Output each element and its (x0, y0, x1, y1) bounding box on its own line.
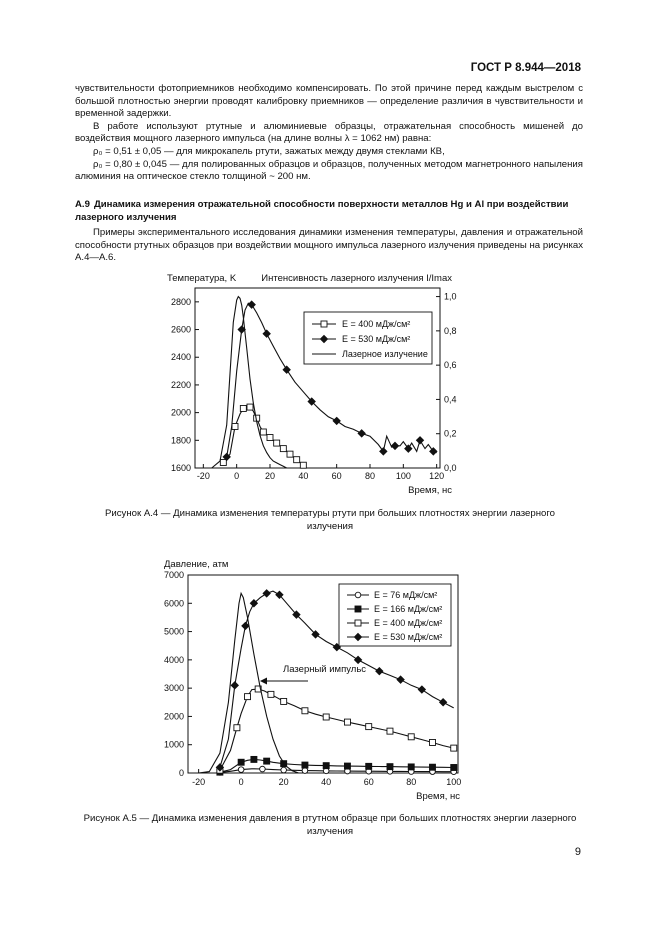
y-right-tick-label: 0,8 (444, 325, 457, 336)
series-line (199, 593, 299, 773)
legend-marker (355, 606, 361, 612)
x-tick-label: 100 (395, 471, 411, 481)
figure-a5-pressure-chart (150, 555, 480, 810)
data-point (232, 423, 238, 429)
data-point (280, 446, 286, 452)
y-tick-label: 4000 (163, 654, 184, 665)
data-point (418, 686, 426, 694)
annotation-arrowhead (260, 678, 267, 685)
y-left-tick-label: 1800 (170, 435, 191, 446)
data-point (263, 330, 271, 338)
section-title: Динамика измерения отражательной способности поверхности металлов Hg и Al при воздействии лазерного излучения (75, 199, 569, 223)
x-axis-label: Время, нс (416, 791, 460, 802)
figure-a5-caption: Рисунок А.5 — Динамика изменения давления в ртутном образце при больших плотностях энергии лазерного излучения (83, 813, 577, 837)
paragraph-2: В работе используют ртутные и алюминиевые образцы, отражательная способность мишеней до воздействия мощного лазерного импульса (на длине волны λ = 1062 нм) равна: (75, 120, 583, 145)
x-tick-label: 60 (331, 471, 342, 481)
y-right-tick-label: 0,0 (444, 463, 457, 473)
annotation-laser-pulse: Лазерный импульс (283, 664, 367, 675)
paragraph-5: Примеры экспериментального исследования динамики изменения температуры, давления и отражательной способности ртутных образцов при воздействии мощного импульса лазерного излучения приведены на рисунках А.4—А.6. (75, 227, 583, 264)
data-point (263, 590, 271, 598)
data-point (430, 448, 438, 456)
data-point (366, 763, 372, 769)
document-code: ГОСТ Р 8.944—2018 (470, 62, 581, 74)
y-left-tick-label: 2200 (170, 379, 191, 390)
data-point (333, 417, 341, 425)
y-tick-label: 2000 (163, 711, 184, 722)
legend-marker (321, 321, 327, 327)
page-number: 9 (574, 846, 581, 858)
data-point (302, 762, 308, 768)
data-point (408, 764, 414, 770)
y-right-tick-label: 1,0 (444, 291, 457, 302)
data-point (248, 301, 256, 309)
legend-marker (355, 592, 361, 598)
y-tick-label: 6000 (163, 598, 184, 609)
data-point (294, 457, 300, 463)
data-point (376, 667, 384, 675)
legend-label: E = 530 мДж/см² (374, 632, 443, 642)
x-tick-label: 100 (446, 777, 462, 787)
body-text-block-2 (75, 227, 583, 265)
data-point (451, 745, 457, 751)
data-point (231, 682, 239, 690)
data-point (380, 448, 388, 456)
data-point (240, 405, 246, 411)
y-tick-label: 7000 (163, 570, 184, 580)
data-point (405, 445, 413, 453)
legend-label: E = 400 мДж/см² (342, 319, 411, 329)
y-tick-label: 1000 (163, 739, 184, 750)
data-point (439, 698, 447, 706)
x-tick-label: 60 (363, 777, 374, 787)
data-point (287, 451, 293, 457)
y-right-axis-label: Интенсивность лазерного излучения I/Imax (261, 273, 452, 284)
data-point (408, 734, 414, 740)
data-point (358, 430, 366, 438)
data-point (416, 437, 424, 445)
x-tick-label: 0 (234, 471, 240, 481)
x-tick-label: 40 (321, 777, 332, 787)
paragraph-4: ρ₀ = 0,80 ± 0,045 — для полированных образцов и образцов, полученных методом магнетронного напыления алюминия на оптическое стекло толщиной ~ 200 нм. (75, 158, 583, 183)
legend-label: E = 530 мДж/см² (342, 334, 411, 344)
data-point (238, 767, 244, 773)
x-tick-label: 40 (298, 471, 309, 481)
body-text-block (75, 83, 583, 184)
y-left-axis-label: Температура, K (167, 273, 237, 284)
y-left-tick-label: 1600 (170, 463, 191, 473)
y-tick-label: 0 (178, 768, 184, 778)
y-right-tick-label: 0,6 (444, 360, 457, 371)
data-point (397, 676, 405, 684)
data-point (281, 698, 287, 704)
data-point (247, 404, 253, 410)
section-heading (75, 199, 583, 224)
data-point (300, 462, 306, 468)
data-point (429, 764, 435, 770)
data-point (387, 764, 393, 770)
data-point (281, 767, 287, 773)
data-point (451, 764, 457, 770)
data-point (302, 768, 308, 774)
x-tick-label: 20 (264, 471, 276, 481)
data-point (344, 719, 350, 725)
data-point (354, 656, 362, 664)
data-point (323, 763, 329, 769)
data-point (220, 459, 226, 465)
data-point (429, 739, 435, 745)
y-right-tick-label: 0,2 (444, 428, 457, 439)
data-point (387, 728, 393, 734)
series-line (220, 769, 454, 773)
data-point (366, 724, 372, 730)
data-point (344, 763, 350, 769)
x-tick-label: 80 (364, 471, 376, 481)
y-left-tick-label: 2600 (170, 324, 191, 335)
x-tick-label: 120 (429, 471, 445, 481)
x-tick-label: 80 (406, 777, 417, 787)
legend-label: E = 166 мДж/см² (374, 604, 443, 614)
y-axis-label: Давление, атм (164, 559, 229, 570)
data-point (260, 429, 266, 435)
data-point (238, 759, 244, 765)
figure-a4-temperature-chart (150, 268, 480, 503)
section-number: А.9 (75, 199, 90, 210)
y-tick-label: 5000 (163, 626, 184, 637)
paragraph-3: ρ₀ = 0,51 ± 0,05 — для микрокапель ртути, зажатых между двумя стеклами КВ, (93, 145, 445, 157)
data-point (268, 691, 274, 697)
data-point (267, 435, 273, 441)
y-left-tick-label: 2000 (170, 407, 191, 418)
legend-label: E = 76 мДж/см² (374, 590, 438, 600)
legend-label: E = 400 мДж/см² (374, 618, 443, 628)
paragraph-1: чувствительности фотоприемников необходимо компенсировать. По этой причине перед каждым выстрелом с большой плотностью энергии проводят калибровку приемников — определение различия в чувствительности и временной задержки. (75, 83, 583, 120)
x-tick-label: 0 (238, 777, 244, 787)
x-tick-label: -20 (192, 777, 206, 787)
legend-marker (355, 620, 361, 626)
legend-label: Лазерное излучение (342, 349, 428, 359)
y-left-tick-label: 2400 (170, 352, 191, 363)
y-tick-label: 3000 (163, 683, 184, 694)
data-point (302, 708, 308, 714)
y-left-tick-label: 2800 (170, 296, 191, 307)
data-point (245, 694, 251, 700)
x-tick-label: -20 (196, 471, 210, 481)
data-point (274, 440, 280, 446)
data-point (264, 758, 270, 764)
data-point (234, 725, 240, 731)
data-point (323, 714, 329, 720)
data-point (391, 442, 399, 450)
data-point (283, 366, 291, 374)
x-axis-label: Время, нс (408, 485, 452, 496)
data-point (251, 756, 257, 762)
x-tick-label: 20 (278, 777, 289, 787)
figure-a4-caption: Рисунок А.4 — Динамика изменения температуры ртути при больших плотностях энергии лазерного излучения (105, 508, 555, 532)
data-point (260, 766, 266, 772)
y-right-tick-label: 0,4 (444, 394, 457, 405)
